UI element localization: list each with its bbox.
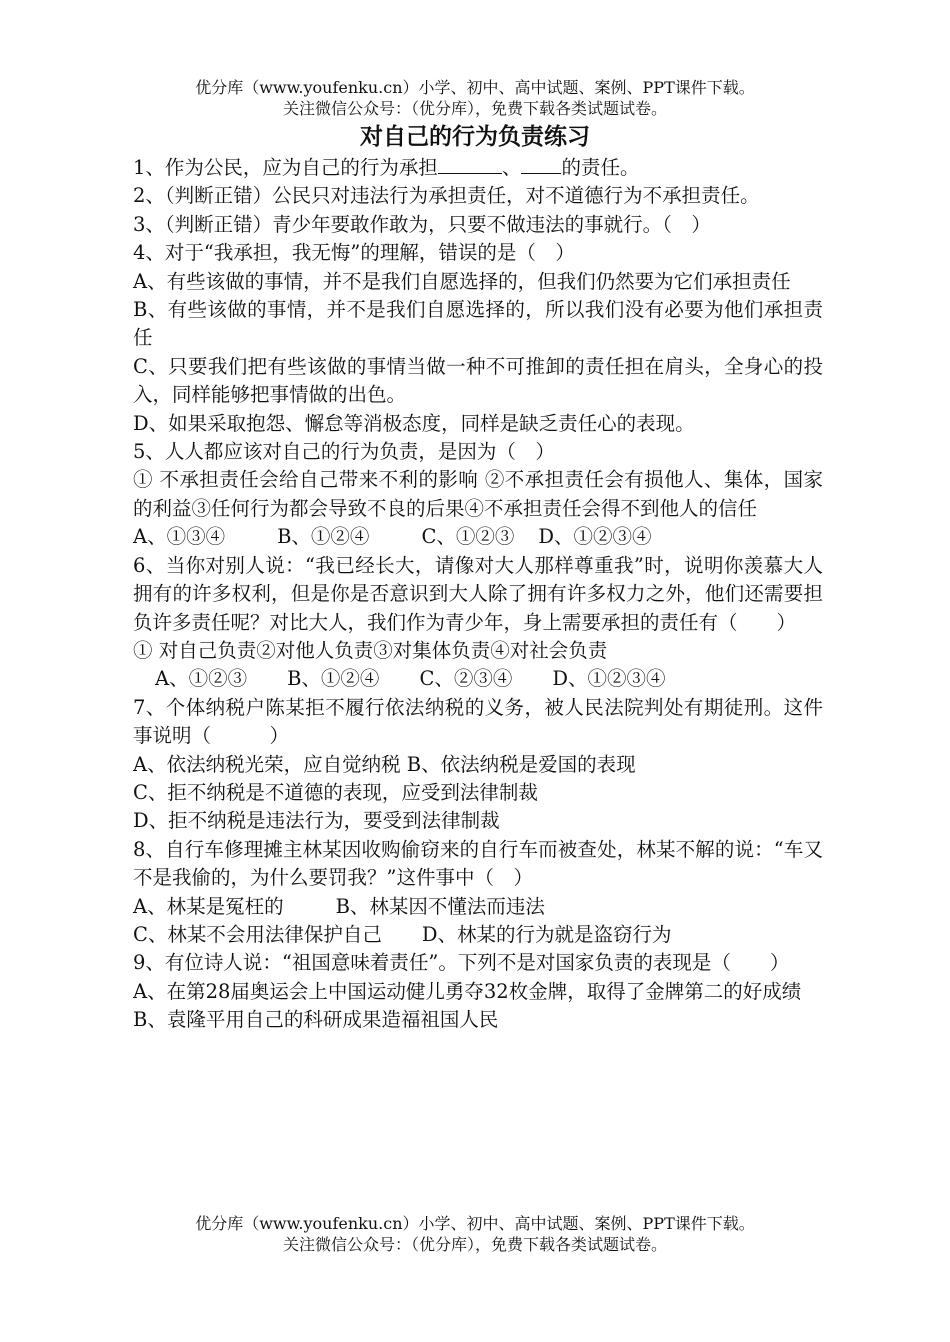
page-title: 对自己的行为负责练习	[360, 123, 590, 150]
question-2: 2、（判断正错）公民只对违法行为承担责任，对不道德行为不承担责任。	[133, 184, 760, 208]
question-5-option-a: A、①③④	[133, 525, 226, 549]
question-1-separator: 、	[501, 156, 522, 179]
header-line-2: 关注微信公众号：（优分库），免费下载各类试题试卷。	[282, 99, 667, 118]
question-6-option-b: B、①②④	[287, 667, 380, 691]
question-5-stem: 5、人人都应该对自己的行为负责，是因为（ ）	[133, 440, 555, 464]
header-line-1: 优分库（www.youfenku.cn）小学、初中、高中试题、案例、PPT课件下载。	[195, 78, 755, 97]
question-6-stem: 6、当你对别人说：“我已经长大，请像对大人那样尊重我”时，说明你羡慕大人拥有的许多权利，但是你是否意识到大人除了拥有许多权力之外，他们还需要担负许多责任呢？对比大人，我们作为青少年，身上需要承担的责任有（ ）	[133, 553, 823, 634]
question-5-options	[133, 523, 823, 551]
question-9-stem: 9、有位诗人说：“祖国意味着责任”。下列不是对国家负责的表现是（ ）	[133, 951, 790, 975]
question-6-option-a: A、①②③	[155, 667, 248, 691]
question-7-stem: 7、个体纳税户陈某拒不履行依法纳税的义务，被人民法院判处有期徒刑。这件事说明（ ）	[133, 695, 823, 748]
question-6-options	[133, 665, 823, 693]
question-6-option-d: D、①②③④	[552, 667, 666, 691]
question-1	[133, 154, 823, 182]
question-8-option-c: C、林某不会用法律保护自己	[133, 922, 382, 946]
answer-blank-2[interactable]	[521, 154, 561, 174]
question-8-options-cd	[133, 921, 823, 949]
question-8-option-b: B、林某因不懂法而违法	[335, 894, 545, 918]
question-7-option-c: C、拒不纳税是不道德的表现，应受到法律制裁	[133, 780, 538, 804]
question-8-stem: 8、自行车修理摊主林某因收购偷窃来的自行车而被查处，林某不解的说：“车又不是我偷的，为什么要罚我？”这件事中（ ）	[133, 837, 823, 890]
footer-line-1: 优分库（www.youfenku.cn）小学、初中、高中试题、案例、PPT课件下载。	[195, 1214, 755, 1233]
question-5-option-b: B、①②④	[277, 525, 370, 549]
exercise-body	[133, 154, 823, 1035]
question-4-option-d: D、如果采取抱怨、懈怠等消极态度，同样是缺乏责任心的表现。	[133, 411, 695, 435]
question-5-option-c: C、①②③	[421, 525, 515, 549]
question-4-option-a: A、有些该做的事情，并不是我们自愿选择的，但我们仍然要为它们承担责任	[133, 269, 791, 293]
question-5-items: ① 不承担责任会给自己带来不利的影响 ②不承担责任会有损他人、集体，国家的利益③任何行为都会导致不良的后果④不承担责任会得不到他人的信任	[133, 468, 823, 520]
question-8-option-a: A、林某是冤枉的	[133, 894, 284, 918]
question-9-option-a: A、在第28届奥运会上中国运动健儿勇夺32枚金牌，取得了金牌第二的好成绩	[133, 979, 802, 1003]
question-8-option-d: D、林某的行为就是盗窃行为	[421, 922, 672, 946]
question-7-options-ab: A、依法纳税光荣，应自觉纳税 B、依法纳税是爱国的表现	[133, 752, 636, 776]
question-4-option-c: C、只要我们把有些该做的事情当做一种不可推卸的责任担在肩头，全身心的投入，同样能够把事情做的出色。	[133, 354, 823, 407]
question-4-option-b: B、有些该做的事情，并不是我们自愿选择的，所以我们没有必要为他们承担责任	[133, 298, 823, 350]
answer-blank-1[interactable]	[438, 154, 502, 174]
question-8-options-ab	[133, 893, 823, 921]
question-7-option-d: D、拒不纳税是违法行为，要受到法律制裁	[133, 809, 500, 833]
question-6-items: ① 对自己负责②对他人负责③对集体负责④对社会负责	[133, 638, 608, 662]
question-5-option-d: D、①②③④	[538, 525, 652, 549]
question-9-option-b: B、袁隆平用自己的科研成果造福祖国人民	[133, 1008, 499, 1032]
page-header	[0, 77, 950, 119]
question-1-text-start: 1、作为公民，应为自己的行为承担	[133, 156, 438, 179]
question-3: 3、（判断正错）青少年要敢作敢为，只要不做违法的事就行。（ ）	[133, 212, 711, 236]
question-4-stem: 4、对于“我承担，我无悔”的理解，错误的是（ ）	[133, 241, 575, 265]
page-footer	[0, 1213, 950, 1255]
footer-line-2: 关注微信公众号：（优分库），免费下载各类试题试卷。	[282, 1235, 667, 1254]
question-6-option-c: C、②③④	[419, 667, 513, 691]
question-1-text-end: 的责任。	[561, 156, 640, 179]
